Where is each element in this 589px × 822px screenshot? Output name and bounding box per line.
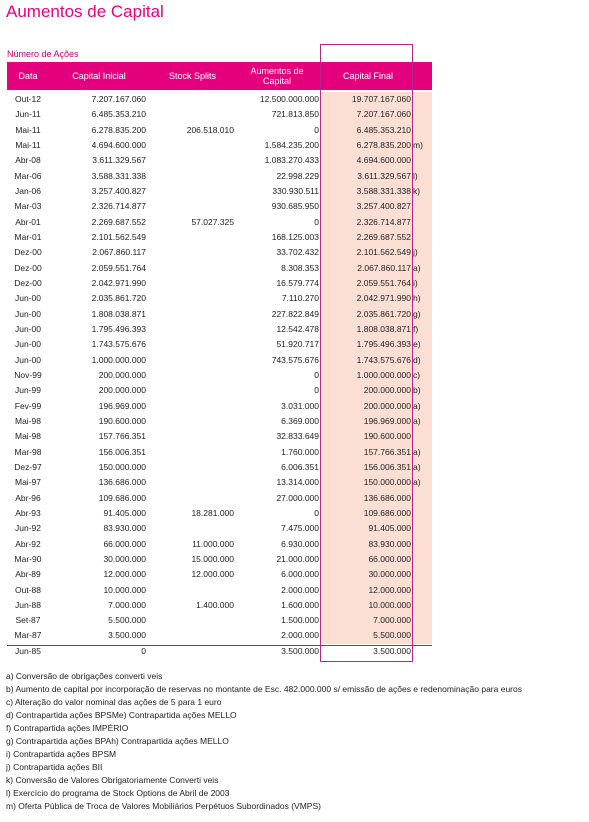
cell-date: Jun-00 <box>15 293 41 304</box>
cell-capital-final: 1.808.038.871 <box>356 323 411 334</box>
table-row <box>0 245 589 260</box>
table-row <box>0 445 589 460</box>
table-body <box>0 92 589 659</box>
cell-capital-inicial: 156.006.351 <box>98 446 146 457</box>
cell-capital-inicial: 157.766.351 <box>98 431 146 442</box>
cell-stock-splits: 11.000.000 <box>192 538 234 549</box>
cell-capital-final: 2.269.687.552 <box>356 231 411 242</box>
footnote: m) Oferta Pública de Troca de Valores Mobiliários Perpétuos Subordinados (VMPS) <box>6 801 321 811</box>
cell-capital-inicial: 1.743.575.676 <box>91 339 146 350</box>
cell-date: Mai-11 <box>15 124 41 135</box>
cell-capital-final: 30.000.000 <box>368 569 411 580</box>
cell-note-ref: l) <box>413 170 418 181</box>
cell-note-ref: a) <box>413 262 421 273</box>
cell-aumentos-de-capital: 168.125.003 <box>271 231 319 242</box>
cell-capital-final: 3.257.400.827 <box>356 201 411 212</box>
table-row <box>0 307 589 322</box>
footnote: f) Contrapartida ações IMPÉRIO <box>6 723 129 733</box>
cell-aumentos-de-capital: 930.685.950 <box>271 201 319 212</box>
cell-aumentos-de-capital: 227.822.849 <box>271 308 319 319</box>
cell-capital-final: 2.059.551.764 <box>356 277 411 288</box>
cell-date: Jun-11 <box>15 109 41 120</box>
cell-capital-final: 2.101.562.549 <box>356 247 411 258</box>
cell-capital-final: 7.000.000 <box>373 615 411 626</box>
cell-capital-inicial: 2.067.860.117 <box>92 247 146 258</box>
cell-date: Mar-03 <box>14 201 42 212</box>
cell-note-ref: m) <box>413 139 423 150</box>
footnote: c) Alteração do valor nominal das ações de 5 para 1 euro <box>6 697 222 707</box>
table-row <box>0 583 589 598</box>
cell-note-ref: a) <box>413 477 421 488</box>
table-row <box>0 184 589 199</box>
cell-stock-splits: 57.027.325 <box>191 216 234 227</box>
cell-date: Out-88 <box>15 584 41 595</box>
cell-date: Jun-85 <box>15 645 41 656</box>
cell-capital-final: 200.000.000 <box>363 385 411 396</box>
cell-date: Jan-06 <box>15 185 41 196</box>
cell-date: Mai-98 <box>15 415 41 426</box>
cell-aumentos-de-capital: 330.930.511 <box>272 185 319 196</box>
table-row <box>0 506 589 521</box>
cell-note-ref: a) <box>413 415 421 426</box>
table-bottom-rule <box>7 645 432 646</box>
cell-capital-inicial: 2.326.714.877 <box>91 201 146 212</box>
table-row <box>0 123 589 138</box>
cell-date: Dez-00 <box>14 247 42 258</box>
cell-note-ref: f) <box>413 323 419 334</box>
table-row <box>0 383 589 398</box>
cell-capital-inicial: 3.588.331.338 <box>91 170 146 181</box>
cell-aumentos-de-capital: 7.110.270 <box>281 293 319 304</box>
cell-date: Jun-99 <box>15 385 41 396</box>
cell-stock-splits: 15.000.000 <box>191 553 234 564</box>
cell-date: Mar-98 <box>14 446 42 457</box>
cell-capital-final: 2.067.860.117 <box>357 262 411 273</box>
cell-capital-inicial: 136.686.000 <box>98 477 146 488</box>
cell-aumentos-de-capital: 1.083.270.433 <box>264 155 319 166</box>
cell-date: Mai-98 <box>15 431 41 442</box>
cell-aumentos-de-capital: 0 <box>314 507 319 518</box>
footnote: d) Contrapartida ações BPSMe) Contrapartida ações MELLO <box>6 710 237 720</box>
cell-capital-inicial: 7.000.000 <box>108 599 146 610</box>
cell-date: Abr-01 <box>15 216 41 227</box>
cell-aumentos-de-capital: 0 <box>314 216 319 227</box>
table-row <box>0 291 589 306</box>
footnote: i) Contrapartida ações BPSM <box>6 749 117 759</box>
table-row <box>0 628 589 643</box>
cell-aumentos-de-capital: 721.813.850 <box>271 109 319 120</box>
table-row <box>0 138 589 153</box>
footnotes <box>6 670 586 813</box>
table-row <box>0 368 589 383</box>
cell-date: Dez-00 <box>14 262 42 273</box>
cell-date: Fev-99 <box>14 400 42 411</box>
cell-capital-final: 2.035.861.720 <box>356 308 411 319</box>
cell-aumentos-de-capital: 1.760.000 <box>281 446 319 457</box>
cell-note-ref: b) <box>413 385 421 396</box>
cell-aumentos-de-capital: 743.575.676 <box>271 354 319 365</box>
cell-capital-inicial: 3.257.400.827 <box>91 185 146 196</box>
table-row <box>0 261 589 276</box>
cell-capital-inicial: 6.278.835.200 <box>91 124 146 135</box>
cell-aumentos-de-capital: 6.006.351 <box>281 461 319 472</box>
cell-date: Jun-00 <box>15 308 41 319</box>
cell-capital-inicial: 2.059.551.764 <box>91 262 146 273</box>
cell-aumentos-de-capital: 16.579.774 <box>276 277 319 288</box>
cell-capital-final: 91.405.000 <box>368 523 411 534</box>
cell-capital-inicial: 4.694.600.000 <box>91 139 146 150</box>
cell-capital-inicial: 5.500.000 <box>108 615 146 626</box>
cell-capital-final: 156.006.351 <box>363 461 411 472</box>
cell-date: Mar-90 <box>14 553 42 564</box>
table-row <box>0 537 589 552</box>
cell-aumentos-de-capital: 6.000.000 <box>281 569 319 580</box>
cell-aumentos-de-capital: 2.000.000 <box>281 630 319 641</box>
cell-capital-final: 1.000.000.000 <box>356 369 411 380</box>
cell-capital-final: 157.766.351 <box>363 446 411 457</box>
cell-aumentos-de-capital: 32.833.649 <box>276 431 319 442</box>
cell-capital-final: 3.500.000 <box>373 645 411 656</box>
cell-capital-final: 150.000.000 <box>363 477 411 488</box>
cell-date: Jun-00 <box>15 354 41 365</box>
cell-aumentos-de-capital: 13.314.000 <box>276 477 319 488</box>
table-row <box>0 230 589 245</box>
table-row <box>0 475 589 490</box>
cell-capital-final: 200.000.000 <box>363 400 411 411</box>
cell-capital-final: 19.707.167.060 <box>351 94 411 104</box>
cell-stock-splits: 18.281.000 <box>191 507 234 518</box>
cell-capital-final: 12.000.000 <box>368 584 411 595</box>
cell-stock-splits: 12.000.000 <box>191 569 234 580</box>
cell-capital-inicial: 109.686.000 <box>98 492 146 503</box>
cell-capital-final: 1.743.575.676 <box>356 354 411 365</box>
cell-capital-final: 136.686.000 <box>363 492 411 503</box>
cell-capital-inicial: 2.269.687.552 <box>91 216 146 227</box>
cell-date: Mai-97 <box>15 477 41 488</box>
table-row <box>0 567 589 582</box>
cell-aumentos-de-capital: 22.998.229 <box>276 170 319 181</box>
table-row <box>0 353 589 368</box>
cell-aumentos-de-capital: 0 <box>314 385 319 396</box>
page-title: Aumentos de Capital <box>6 2 164 21</box>
header-stock-splits: Stock Splits <box>168 71 217 81</box>
table-row <box>0 491 589 506</box>
table-header <box>7 62 432 90</box>
cell-date: Nov-99 <box>14 369 42 380</box>
table-row <box>0 153 589 168</box>
table-row <box>0 613 589 628</box>
table-row <box>0 337 589 352</box>
footnote: a) Conversão de obrigações converti veis <box>6 671 163 681</box>
cell-note-ref: j) <box>413 247 418 258</box>
cell-capital-inicial: 30.000.000 <box>103 553 146 564</box>
cell-note-ref: c) <box>413 369 421 380</box>
cell-capital-final: 190.600.000 <box>363 431 411 442</box>
cell-date: Jun-00 <box>15 339 41 350</box>
table-row <box>0 322 589 337</box>
cell-note-ref: k) <box>413 185 421 196</box>
cell-aumentos-de-capital: 3.031.000 <box>281 400 319 411</box>
cell-aumentos-de-capital: 1.500.000 <box>281 615 319 626</box>
cell-capital-inicial: 0 <box>141 645 146 656</box>
cell-capital-inicial: 6.485.353.210 <box>91 109 146 120</box>
cell-capital-final: 4.694.600.000 <box>356 155 411 166</box>
cell-date: Abr-89 <box>15 569 41 580</box>
cell-note-ref: g) <box>413 308 421 319</box>
cell-capital-final: 5.500.000 <box>373 630 411 641</box>
cell-capital-final: 66.000.000 <box>368 553 411 564</box>
cell-capital-inicial: 200.000.000 <box>98 369 146 380</box>
cell-capital-inicial: 83.930.000 <box>103 523 146 534</box>
cell-date: Out-12 <box>15 94 41 104</box>
cell-date: Mar-01 <box>14 231 42 242</box>
cell-date: Dez-00 <box>14 277 42 288</box>
cell-aumentos-de-capital: 6.369.000 <box>281 415 319 426</box>
cell-date: Mai-11 <box>15 139 41 150</box>
table-row <box>0 199 589 214</box>
footnote: b) Aumento de capital por incorporação de reservas no montante de Esc. 482.000.000 s/ emissão de ações e redenominação para euros <box>6 684 522 694</box>
cell-note-ref: d) <box>413 354 421 365</box>
cell-capital-inicial: 1.808.038.871 <box>91 308 146 319</box>
cell-date: Jun-92 <box>15 523 41 534</box>
cell-capital-inicial: 3.611.329.567 <box>92 155 146 166</box>
footnote: g) Contrapartida ações BPAh) Contrapartida ações MELLO <box>6 736 229 746</box>
table-row <box>0 414 589 429</box>
cell-capital-final: 2.042.971.990 <box>356 293 411 304</box>
cell-capital-inicial: 2.101.562.549 <box>91 231 146 242</box>
cell-note-ref: e) <box>413 339 421 350</box>
cell-date: Mar-06 <box>14 170 42 181</box>
cell-date: Set-87 <box>15 615 41 626</box>
cell-stock-splits: 1.400.000 <box>196 599 234 610</box>
header-data: Data <box>18 71 38 81</box>
table-row <box>0 215 589 230</box>
cell-aumentos-de-capital: 1.584.235.200 <box>264 139 319 150</box>
cell-date: Dez-97 <box>14 461 42 472</box>
table-row <box>0 644 589 659</box>
cell-aumentos-de-capital: 2.000.000 <box>281 584 319 595</box>
table-row <box>0 399 589 414</box>
cell-capital-final: 6.485.353.210 <box>356 124 411 135</box>
cell-stock-splits: 206.518.010 <box>186 124 234 135</box>
cell-capital-final: 6.278.835.200 <box>356 139 411 150</box>
cell-capital-final: 1.795.496.393 <box>356 339 411 350</box>
cell-aumentos-de-capital: 6.930.000 <box>281 538 319 549</box>
cell-date: Abr-92 <box>15 538 41 549</box>
footnote: l) Exercício do programa de Stock Options de Abril de 2003 <box>6 788 230 798</box>
cell-aumentos-de-capital: 27.000.000 <box>276 492 319 503</box>
cell-date: Jun-88 <box>15 599 41 610</box>
cell-capital-inicial: 10.000.000 <box>103 584 146 595</box>
cell-aumentos-de-capital: 33.702.432 <box>276 247 319 258</box>
cell-aumentos-de-capital: 0 <box>314 124 319 135</box>
cell-aumentos-de-capital: 51.920.717 <box>276 339 319 350</box>
table-row <box>0 429 589 444</box>
cell-capital-inicial: 3.500.000 <box>108 630 146 641</box>
cell-capital-inicial: 200.000.000 <box>98 385 146 396</box>
cell-capital-inicial: 150.000.000 <box>98 461 146 472</box>
cell-note-ref: i) <box>413 277 418 288</box>
cell-capital-final: 3.588.331.338 <box>356 185 411 196</box>
cell-capital-final: 7.207.167.060 <box>356 109 411 120</box>
table-row <box>0 169 589 184</box>
cell-date: Jun-00 <box>15 323 41 334</box>
cell-capital-inicial: 12.000.000 <box>103 569 146 580</box>
cell-capital-final: 83.930.000 <box>368 538 411 549</box>
table-row <box>0 521 589 536</box>
table-row <box>0 107 589 122</box>
header-aumentos-de-capital: Aumentos de Capital <box>250 66 304 86</box>
section-label: Número de Ações <box>7 49 79 59</box>
cell-aumentos-de-capital: 0 <box>314 369 319 380</box>
table-row <box>0 460 589 475</box>
cell-note-ref: a) <box>413 446 421 457</box>
cell-aumentos-de-capital: 3.500.000 <box>281 645 319 656</box>
header-capital-inicial: Capital Inicial <box>72 71 126 81</box>
table-row <box>0 276 589 291</box>
cell-capital-final: 196.969.000 <box>363 415 411 426</box>
cell-aumentos-de-capital: 21.000.000 <box>276 553 319 564</box>
cell-note-ref: a) <box>413 400 421 411</box>
cell-capital-final: 2.326.714.877 <box>356 216 411 227</box>
cell-aumentos-de-capital: 8.308.353 <box>281 262 319 273</box>
table-row <box>0 598 589 613</box>
header-capital-final: Capital Final <box>342 71 394 81</box>
cell-capital-inicial: 7.207.167.060 <box>91 94 146 104</box>
cell-capital-inicial: 196.969.000 <box>98 400 146 411</box>
cell-capital-final: 109.686.000 <box>363 507 411 518</box>
table-row <box>0 92 589 107</box>
cell-capital-inicial: 2.035.861.720 <box>91 293 146 304</box>
cell-note-ref: h) <box>413 293 421 304</box>
cell-capital-inicial: 91.405.000 <box>103 507 146 518</box>
cell-capital-inicial: 1.795.496.393 <box>91 323 146 334</box>
cell-capital-final: 3.611.329.567 <box>357 170 411 181</box>
cell-date: Abr-96 <box>15 492 41 503</box>
cell-capital-final: 10.000.000 <box>368 599 411 610</box>
cell-date: Abr-93 <box>15 507 41 518</box>
footnote: k) Conversão de Valores Obrigatoriamente Converti veis <box>6 775 219 785</box>
cell-date: Mar-87 <box>14 630 42 641</box>
cell-capital-inicial: 2.042.971.990 <box>91 277 146 288</box>
cell-aumentos-de-capital: 1.600.000 <box>281 599 319 610</box>
table-row <box>0 552 589 567</box>
cell-capital-inicial: 1.000.000.000 <box>91 354 146 365</box>
cell-aumentos-de-capital: 12.542.478 <box>276 323 319 334</box>
cell-note-ref: a) <box>413 461 421 472</box>
cell-capital-inicial: 190.600.000 <box>98 415 146 426</box>
cell-capital-inicial: 66.000.000 <box>103 538 146 549</box>
cell-date: Abr-08 <box>15 155 41 166</box>
cell-aumentos-de-capital: 12.500.000.000 <box>259 94 319 104</box>
cell-aumentos-de-capital: 7.475.000 <box>281 523 319 534</box>
footnote: j) Contrapartida ações BII <box>6 762 103 772</box>
